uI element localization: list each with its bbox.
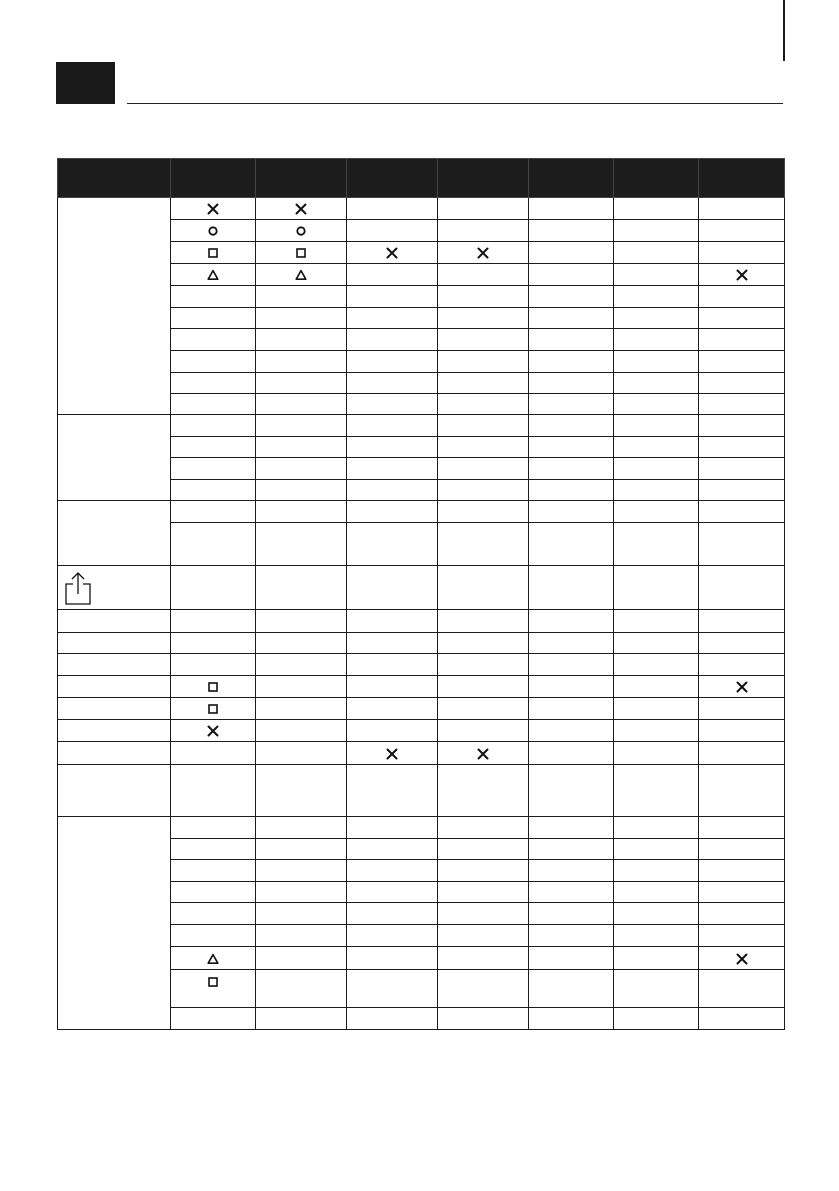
row-label-cell — [58, 415, 171, 501]
table-cell — [614, 970, 699, 1008]
table-cell — [529, 373, 614, 394]
square-icon — [207, 703, 219, 715]
table-cell — [529, 198, 614, 220]
table-cell — [171, 286, 256, 308]
table-cell — [438, 394, 529, 415]
table-cell — [171, 308, 256, 329]
table-cell — [614, 633, 699, 654]
table-cell — [614, 458, 699, 480]
table-cell — [347, 882, 438, 903]
triangle-icon — [295, 269, 307, 281]
table-cell — [438, 286, 529, 308]
table-cell — [171, 633, 256, 654]
table-cell — [699, 860, 785, 882]
table-cell — [347, 1008, 438, 1030]
table-cell — [699, 882, 785, 903]
table-cell — [256, 264, 347, 286]
header-cell — [529, 159, 614, 198]
table-cell — [256, 765, 347, 817]
table-cell — [614, 351, 699, 373]
table-cell — [438, 765, 529, 817]
table-row — [58, 720, 785, 742]
table-cell — [171, 882, 256, 903]
table-cell — [614, 610, 699, 633]
row-label-cell — [58, 654, 171, 676]
section-tab — [56, 62, 115, 104]
table-cell — [529, 220, 614, 242]
page-edge-line — [783, 0, 785, 61]
table-cell — [699, 698, 785, 720]
table-cell — [438, 654, 529, 676]
table-cell — [256, 286, 347, 308]
table-cell — [614, 329, 699, 351]
table-cell — [699, 633, 785, 654]
table-cell — [614, 437, 699, 458]
table-cell — [171, 566, 256, 610]
table-cell — [529, 264, 614, 286]
table-cell — [699, 676, 785, 698]
table-cell — [614, 394, 699, 415]
table-cell — [171, 415, 256, 437]
table-cell — [171, 437, 256, 458]
table-cell — [171, 329, 256, 351]
table-cell — [256, 970, 347, 1008]
table-cell — [256, 817, 347, 839]
table-cell — [699, 839, 785, 860]
share-icon — [63, 570, 93, 606]
cross-icon — [477, 247, 489, 259]
table-cell — [614, 501, 699, 523]
table-cell — [699, 654, 785, 676]
header-cell — [438, 159, 529, 198]
cross-icon — [295, 203, 307, 215]
table-cell — [529, 458, 614, 480]
table-cell — [171, 610, 256, 633]
cross-icon — [207, 203, 219, 215]
header-cell — [699, 159, 785, 198]
table-cell — [438, 633, 529, 654]
header-cell — [58, 159, 171, 198]
table-cell — [699, 394, 785, 415]
row-label-cell — [58, 633, 171, 654]
table-cell — [699, 415, 785, 437]
table-row — [58, 817, 785, 839]
table-cell — [347, 633, 438, 654]
table-row — [58, 742, 785, 765]
table-cell — [438, 220, 529, 242]
table-cell — [529, 633, 614, 654]
table-cell — [438, 698, 529, 720]
table-cell — [347, 654, 438, 676]
table-cell — [347, 329, 438, 351]
table-cell — [256, 742, 347, 765]
table-cell — [438, 566, 529, 610]
header-cell — [347, 159, 438, 198]
table-cell — [256, 351, 347, 373]
table-cell — [256, 523, 347, 566]
table-cell — [347, 566, 438, 610]
table-cell — [529, 610, 614, 633]
table-cell — [529, 394, 614, 415]
header-cell — [614, 159, 699, 198]
cross-icon — [736, 269, 748, 281]
table-cell — [529, 925, 614, 947]
table-row — [58, 501, 785, 523]
table-cell — [256, 308, 347, 329]
row-label-cell — [58, 676, 171, 698]
table-cell — [347, 415, 438, 437]
table-cell — [171, 765, 256, 817]
table-cell — [256, 947, 347, 970]
table-cell — [438, 415, 529, 437]
table-cell — [171, 198, 256, 220]
table-cell — [438, 839, 529, 860]
table-cell — [529, 947, 614, 970]
table-cell — [347, 860, 438, 882]
table-cell — [256, 720, 347, 742]
table-cell — [171, 501, 256, 523]
table-cell — [529, 415, 614, 437]
table-cell — [699, 220, 785, 242]
table-cell — [438, 480, 529, 501]
table-cell — [347, 501, 438, 523]
table-cell — [171, 394, 256, 415]
table-cell — [438, 501, 529, 523]
table-cell — [256, 437, 347, 458]
table-cell — [438, 373, 529, 394]
table-cell — [171, 839, 256, 860]
cross-icon — [477, 748, 489, 760]
table-cell — [438, 523, 529, 566]
table-cell — [438, 676, 529, 698]
table-cell — [438, 264, 529, 286]
table-cell — [256, 654, 347, 676]
table-cell — [347, 720, 438, 742]
table-cell — [614, 882, 699, 903]
cross-icon — [207, 725, 219, 737]
table-cell — [256, 698, 347, 720]
table-cell — [171, 698, 256, 720]
table-cell — [614, 264, 699, 286]
table-row — [58, 610, 785, 633]
table-cell — [347, 351, 438, 373]
table-cell — [347, 817, 438, 839]
table-cell — [529, 351, 614, 373]
header-rule — [127, 103, 783, 104]
square-icon — [207, 247, 219, 259]
table-cell — [347, 947, 438, 970]
table-cell — [347, 198, 438, 220]
table-cell — [529, 698, 614, 720]
table-cell — [699, 264, 785, 286]
table-cell — [347, 765, 438, 817]
table-cell — [614, 415, 699, 437]
table-cell — [614, 765, 699, 817]
table-cell — [347, 698, 438, 720]
table-cell — [171, 742, 256, 765]
table-cell — [256, 633, 347, 654]
triangle-icon — [207, 269, 219, 281]
row-label-cell — [58, 765, 171, 817]
table-cell — [256, 329, 347, 351]
table-cell — [438, 437, 529, 458]
table-cell — [347, 480, 438, 501]
table-cell — [529, 501, 614, 523]
table-cell — [614, 903, 699, 925]
table-cell — [614, 480, 699, 501]
table-cell — [256, 242, 347, 264]
table-cell — [347, 264, 438, 286]
table-cell — [438, 351, 529, 373]
table-cell — [438, 970, 529, 1008]
cross-icon — [386, 247, 398, 259]
table-header-row — [58, 159, 785, 198]
table-cell — [529, 654, 614, 676]
table-cell — [699, 437, 785, 458]
table-cell — [171, 720, 256, 742]
table-cell — [171, 860, 256, 882]
table-cell — [614, 839, 699, 860]
button-mapping-table — [57, 158, 785, 1030]
table-cell — [529, 676, 614, 698]
table-cell — [699, 742, 785, 765]
table-cell — [699, 373, 785, 394]
table-cell — [614, 286, 699, 308]
table-cell — [438, 329, 529, 351]
table-cell — [699, 458, 785, 480]
table-cell — [347, 437, 438, 458]
row-label-cell — [58, 198, 171, 415]
table-cell — [529, 523, 614, 566]
table-cell — [171, 1008, 256, 1030]
table-cell — [614, 198, 699, 220]
table-cell — [438, 903, 529, 925]
table-cell — [256, 676, 347, 698]
table-cell — [529, 860, 614, 882]
table-cell — [256, 882, 347, 903]
table-cell — [699, 925, 785, 947]
table-cell — [699, 308, 785, 329]
table-cell — [529, 742, 614, 765]
table-cell — [438, 198, 529, 220]
table-cell — [256, 566, 347, 610]
table-cell — [347, 286, 438, 308]
table-cell — [529, 970, 614, 1008]
table-cell — [614, 523, 699, 566]
table-cell — [256, 839, 347, 860]
table-cell — [699, 566, 785, 610]
table-cell — [529, 1008, 614, 1030]
table-row — [58, 676, 785, 698]
table-cell — [171, 947, 256, 970]
table-cell — [256, 610, 347, 633]
table-cell — [347, 903, 438, 925]
table-cell — [529, 817, 614, 839]
table-cell — [614, 566, 699, 610]
table-cell — [256, 1008, 347, 1030]
row-label-cell — [58, 720, 171, 742]
cross-icon — [736, 681, 748, 693]
table-cell — [529, 903, 614, 925]
table-cell — [171, 242, 256, 264]
row-label-cell — [58, 742, 171, 765]
row-label-cell — [58, 817, 171, 1030]
table-cell — [699, 817, 785, 839]
table-cell — [171, 970, 256, 1008]
header-cell — [256, 159, 347, 198]
table-cell — [171, 925, 256, 947]
table-cell — [529, 882, 614, 903]
table-cell — [529, 720, 614, 742]
table-cell — [699, 970, 785, 1008]
square-icon — [207, 681, 219, 693]
cross-icon — [386, 748, 398, 760]
table-cell — [699, 1008, 785, 1030]
table-cell — [529, 437, 614, 458]
table-cell — [699, 903, 785, 925]
table-cell — [171, 264, 256, 286]
table-row — [58, 415, 785, 437]
table-cell — [529, 242, 614, 264]
table-cell — [256, 220, 347, 242]
circle-icon — [295, 225, 307, 237]
table-cell — [699, 501, 785, 523]
table-cell — [699, 242, 785, 264]
table-cell — [171, 373, 256, 394]
table-cell — [438, 925, 529, 947]
table-cell — [614, 720, 699, 742]
table-row — [58, 198, 785, 220]
table-cell — [171, 220, 256, 242]
table-cell — [347, 458, 438, 480]
table-cell — [347, 523, 438, 566]
row-label-cell — [58, 566, 171, 610]
table-cell — [699, 947, 785, 970]
table-cell — [699, 329, 785, 351]
table-cell — [529, 765, 614, 817]
square-icon — [207, 976, 219, 988]
table-row — [58, 698, 785, 720]
row-label-cell — [58, 610, 171, 633]
table-cell — [438, 242, 529, 264]
table-cell — [699, 765, 785, 817]
table-cell — [614, 817, 699, 839]
table-cell — [699, 523, 785, 566]
table-cell — [256, 458, 347, 480]
table-cell — [438, 882, 529, 903]
table-cell — [614, 654, 699, 676]
table-cell — [529, 566, 614, 610]
table-cell — [614, 676, 699, 698]
table-cell — [438, 720, 529, 742]
table-cell — [347, 839, 438, 860]
table-cell — [256, 925, 347, 947]
table-cell — [347, 970, 438, 1008]
table-cell — [256, 903, 347, 925]
table-cell — [347, 308, 438, 329]
table-cell — [699, 351, 785, 373]
table-cell — [171, 523, 256, 566]
table-cell — [529, 329, 614, 351]
table-cell — [171, 351, 256, 373]
table-cell — [614, 925, 699, 947]
table-cell — [614, 308, 699, 329]
table-cell — [614, 698, 699, 720]
table-cell — [529, 480, 614, 501]
table-row — [58, 633, 785, 654]
table-cell — [347, 242, 438, 264]
table-cell — [614, 1008, 699, 1030]
table-cell — [256, 415, 347, 437]
table-cell — [171, 458, 256, 480]
table-cell — [438, 308, 529, 329]
table-cell — [256, 501, 347, 523]
table-row — [58, 765, 785, 817]
table-cell — [438, 860, 529, 882]
square-icon — [295, 247, 307, 259]
table-cell — [614, 220, 699, 242]
table-row — [58, 566, 785, 610]
circle-icon — [207, 225, 219, 237]
table-cell — [438, 610, 529, 633]
table-cell — [438, 742, 529, 765]
table-cell — [347, 676, 438, 698]
table-cell — [171, 480, 256, 501]
table-cell — [256, 198, 347, 220]
table-cell — [171, 903, 256, 925]
table-cell — [614, 373, 699, 394]
header-cell — [171, 159, 256, 198]
table-cell — [614, 947, 699, 970]
row-label-cell — [58, 698, 171, 720]
table-cell — [699, 480, 785, 501]
table-cell — [529, 308, 614, 329]
table-cell — [614, 742, 699, 765]
table-cell — [699, 720, 785, 742]
table-cell — [171, 817, 256, 839]
table-cell — [614, 860, 699, 882]
table-cell — [438, 1008, 529, 1030]
row-label-cell — [58, 501, 171, 566]
table-cell — [171, 676, 256, 698]
table-cell — [347, 742, 438, 765]
table-cell — [256, 860, 347, 882]
table-cell — [438, 947, 529, 970]
table-cell — [438, 458, 529, 480]
table-cell — [699, 198, 785, 220]
table-cell — [699, 610, 785, 633]
table-cell — [347, 220, 438, 242]
table-cell — [438, 817, 529, 839]
table-cell — [614, 242, 699, 264]
table-cell — [256, 394, 347, 415]
table-cell — [171, 654, 256, 676]
table-cell — [256, 373, 347, 394]
table-cell — [529, 286, 614, 308]
table-cell — [256, 480, 347, 501]
table-cell — [347, 373, 438, 394]
table-cell — [347, 394, 438, 415]
triangle-icon — [207, 953, 219, 965]
table-cell — [347, 925, 438, 947]
table-cell — [699, 286, 785, 308]
table-row — [58, 654, 785, 676]
cross-icon — [736, 953, 748, 965]
table-cell — [529, 839, 614, 860]
table-cell — [347, 610, 438, 633]
